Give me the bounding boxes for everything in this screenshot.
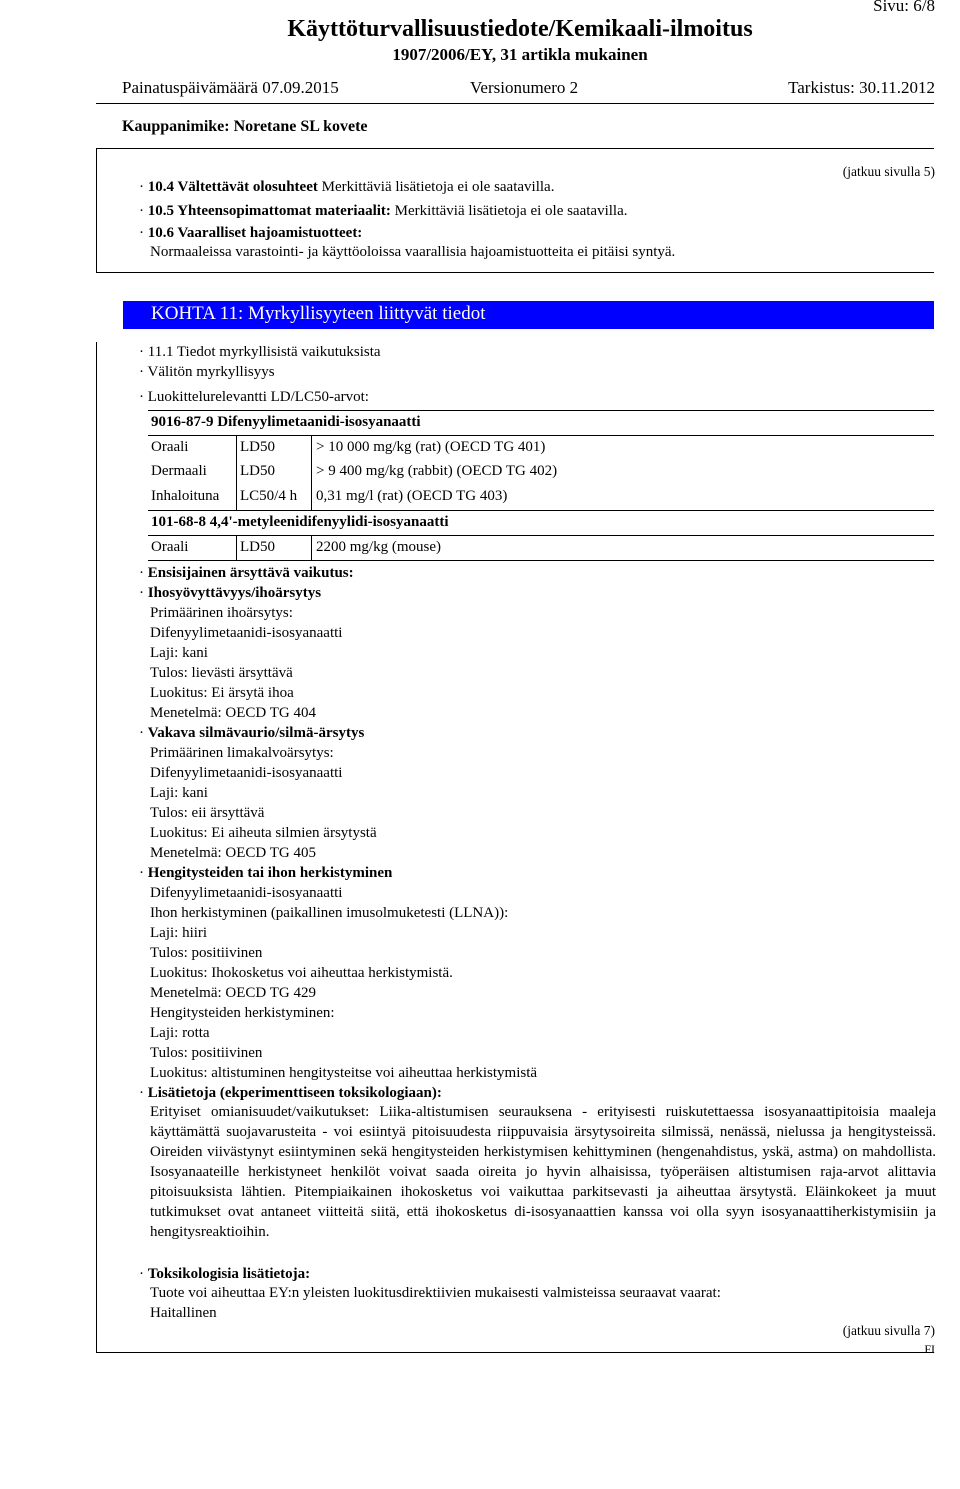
additional-info-text: Erityiset omianisuudet/vaikutukset: Liika-altistumisen seurauksena - erityisesti ruiskutettaessa isosyanaattipitoisia maaleja käyttämättä suojavarusteita - voi esiintyä pitoisuudesta riippuvaisia ärsytysoireita silmissä, nenässä, nielussa ja hengitysteissä. Oireiden viivästynyt esiintyminen sekä hengitysteiden herkistymisen kehittyminen (hengenahdistus, yskä, astma) on mahdollista. Isosyanaateille herkistyneet henkilöt voivat saada oireita jo hyvin alhaisissa, työperäisen altistumisen raja-arvot alittavia pitoisuuksista lähtien. Pitempiaikainen ihokosketus voi vaikuttaa parkitsevasti ja aiheuttaa ärsytystä. Eläinkokeet ja muut tutkimukset ovat antaneet viitteitä siitä, että ihokosketus di-isosyanaattien kanssa voi olla syyn isosyanaattiherkistymisiin ja hengitysreaktioihin. [150, 1104, 936, 1240]
primary-irritation-text: Ensisijainen ärsyttävä vaikutus: [147, 565, 354, 581]
eye-heading: · Vakava silmävaurio/silmä-ärsytys [139, 725, 365, 741]
version-number: Versionumero 2 [470, 78, 579, 97]
eye-line: Luokitus: Ei aiheuta silmien ärsytystä [150, 825, 377, 841]
table-cell-type: LC50/4 h [240, 488, 298, 504]
sensitisation-line: Tulos: positiivinen [150, 1045, 263, 1061]
additional-info-heading: · Lisätietoja (ekperimenttiseen toksikologiaan): [139, 1085, 442, 1101]
continued-to: (jatkuu sivulla 7) [842, 1323, 935, 1338]
table-cell-type: LD50 [240, 439, 275, 455]
toxicological-info-text: Tuote voi aiheuttaa EY:n yleisten luokitusdirektiivien mukaisesti valmisteissa seuraavat vaarat: [150, 1285, 721, 1301]
print-date: Painatuspäivämäärä 07.09.2015 [122, 78, 339, 97]
item-10-5: · 10.5 Yhteensopimattomat materiaalit: Merkittäviä lisätietoja ei ole saatavilla. [139, 203, 628, 219]
item-10-6-text: Normaaleissa varastointi- ja käyttöoloissa vaarallisia hajoamistuotteita ei pitäisi syntyä. [150, 244, 676, 260]
sensitisation-line: Laji: hiiri [150, 925, 208, 941]
skin-line: Primäärinen ihoärsytys: [150, 605, 293, 621]
skin-line: Difenyylimetaanidi-isosyanaatti [150, 625, 343, 641]
substance-1: 9016-87-9 Difenyylimetaanidi-isosyanaatti [151, 414, 421, 430]
table-rule [148, 510, 934, 511]
item-10-4-label: 10.4 Vältettävät olosuhteet [147, 179, 318, 195]
table-rule [148, 410, 934, 411]
document-title: Käyttöturvallisuustiedote/Kemikaali-ilmoitus [287, 16, 753, 42]
section-11-heading [123, 301, 934, 329]
item-10-6-label: 10.6 Vaaralliset hajoamistuotteet: [147, 225, 363, 241]
sensitisation-line: Luokitus: Ihokosketus voi aiheuttaa herkistymistä. [150, 965, 453, 981]
ld-title: · Luokittelurelevantti LD/LC50-arvot: [139, 389, 369, 405]
continued-from: (jatkuu sivulla 5) [842, 164, 935, 179]
toxicological-info-heading-text: Toksikologisia lisätietoja: [147, 1266, 311, 1282]
sensitisation-line: Ihon herkistyminen (paikallinen imusolmuketesti (LLNA)): [150, 905, 509, 921]
additional-info-heading-text: Lisätietoja (ekperimenttiseen toksikologiaan): [147, 1085, 442, 1101]
frame-top-rule [96, 148, 934, 149]
skin-line: Luokitus: Ei ärsytä ihoa [150, 685, 294, 701]
skin-line: Laji: kani [150, 645, 208, 661]
table-cell-value: > 9 400 mg/kg (rabbit) (OECD TG 402) [316, 463, 558, 479]
table-cell-route: Oraali [151, 539, 189, 555]
document-subtitle: 1907/2006/EY, 31 artikla mukainen [392, 45, 648, 64]
table-col-rule [236, 535, 237, 560]
table-cell-type: LD50 [240, 539, 275, 555]
table-cell-value: 2200 mg/kg (mouse) [316, 539, 441, 555]
skin-line: Tulos: lievästi ärsyttävä [150, 665, 293, 681]
item-10-6: · 10.6 Vaaralliset hajoamistuotteet: [139, 225, 363, 241]
sensitisation-heading-text: Hengitysteiden tai ihon herkistyminen [147, 865, 393, 881]
sensitisation-line: Luokitus: altistuminen hengitysteitse voi aiheuttaa herkistymistä [150, 1065, 538, 1081]
table-col-rule [311, 435, 312, 510]
section10-bottom-rule [96, 272, 934, 273]
item-10-5-text: Merkittäviä lisätietoja ei ole saatavilla. [394, 203, 628, 219]
table-cell-value: 0,31 mg/l (rat) (OECD TG 403) [316, 488, 508, 504]
table-cell-type: LD50 [240, 463, 275, 479]
eye-line: Difenyylimetaanidi-isosyanaatti [150, 765, 343, 781]
eye-line: Primäärinen limakalvoärsytys: [150, 745, 334, 761]
table-cell-route: Dermaali [151, 463, 207, 479]
skin-line: Menetelmä: OECD TG 404 [150, 705, 316, 721]
toxicological-info-text-2: Haitallinen [150, 1305, 217, 1321]
acute-toxicity: · Välitön myrkyllisyys [139, 364, 275, 380]
section-11-heading-text: KOHTA 11: Myrkyllisyyteen liittyvät tiedot [151, 303, 486, 324]
frame-left-rule-lower [96, 342, 97, 1352]
skin-heading-text: Ihosyövyttävyys/ihoärsytys [147, 585, 322, 601]
sensitisation-line: Difenyylimetaanidi-isosyanaatti [150, 885, 343, 901]
ld-title-text: Luokittelurelevantti LD/LC50-arvot: [147, 389, 369, 405]
item-10-5-label: 10.5 Yhteensopimattomat materiaalit: [147, 203, 391, 219]
substance-2: 101-68-8 4,4'-metyleenidifenyylidi-isosyanaatti [151, 514, 449, 530]
language-code: FI [924, 1342, 935, 1356]
page-number: Sivu: 6/8 [873, 0, 935, 15]
table-rule [148, 535, 934, 536]
sensitisation-heading: · Hengitysteiden tai ihon herkistyminen [139, 865, 393, 881]
frame-bottom-rule [96, 1352, 934, 1353]
item-11-1: · 11.1 Tiedot myrkyllisistä vaikutuksista [139, 344, 381, 360]
sensitisation-line: Hengitysteiden herkistyminen: [150, 1005, 335, 1021]
eye-line: Laji: kani [150, 785, 208, 801]
table-rule [148, 560, 934, 561]
eye-line: Tulos: eii ärsyttävä [150, 805, 265, 821]
toxicological-info-heading: · Toksikologisia lisätietoja: [139, 1266, 311, 1282]
sensitisation-line: Tulos: positiivinen [150, 945, 263, 961]
review-date: Tarkistus: 30.11.2012 [788, 78, 935, 97]
eye-line: Menetelmä: OECD TG 405 [150, 845, 316, 861]
header-rule [96, 103, 934, 104]
table-cell-route: Oraali [151, 439, 189, 455]
table-cell-value: > 10 000 mg/kg (rat) (OECD TG 401) [316, 439, 546, 455]
frame-left-rule-upper [96, 148, 97, 272]
skin-heading: · Ihosyövyttävyys/ihoärsytys [139, 585, 322, 601]
trade-name: Kauppanimike: Noretane SL kovete [122, 118, 368, 135]
table-col-rule [236, 435, 237, 510]
table-col-rule [311, 535, 312, 560]
sensitisation-line: Menetelmä: OECD TG 429 [150, 985, 316, 1001]
primary-irritation: · Ensisijainen ärsyttävä vaikutus: [139, 565, 354, 581]
item-11-1-text: 11.1 Tiedot myrkyllisistä vaikutuksista [147, 344, 381, 360]
table-cell-route: Inhaloituna [151, 488, 220, 504]
sensitisation-line: Laji: rotta [150, 1025, 210, 1041]
eye-heading-text: Vakava silmävaurio/silmä-ärsytys [147, 725, 365, 741]
item-10-4: · 10.4 Vältettävät olosuhteet Merkittäviä lisätietoja ei ole saatavilla. [139, 179, 555, 195]
item-10-4-text: Merkittäviä lisätietoja ei ole saatavilla. [321, 179, 555, 195]
acute-toxicity-text: Välitön myrkyllisyys [147, 364, 275, 380]
table-rule [148, 435, 934, 436]
